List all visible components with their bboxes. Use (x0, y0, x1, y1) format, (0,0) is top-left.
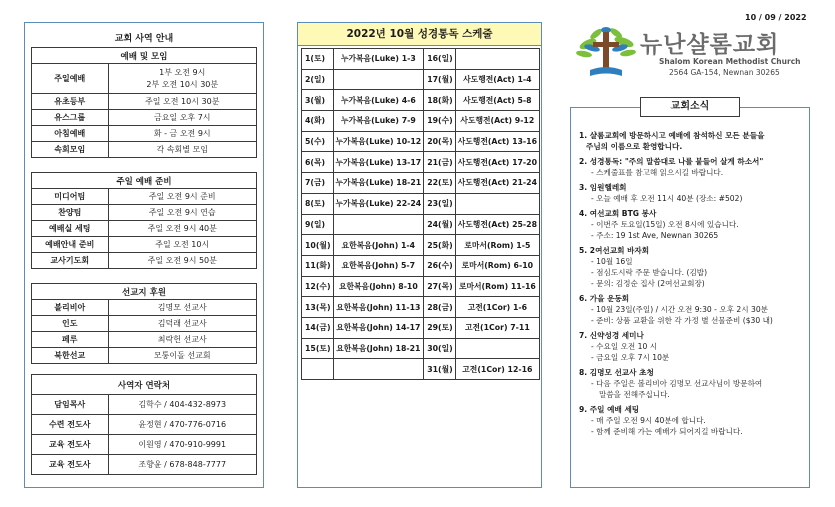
reading-cell: 누가복음(Luke) 4-6 (333, 90, 424, 111)
row-label: 볼리비아 (32, 300, 109, 316)
day-cell: 11(화) (302, 255, 334, 276)
row-value: 김명모 선교사 (108, 300, 257, 316)
news-item-line: 주님의 이름으로 환영합니다. (586, 142, 683, 151)
day-cell: 21(금) (424, 152, 456, 173)
schedule-row (302, 276, 540, 297)
service-2: 2부 오전 10시 30분 (146, 79, 219, 89)
day-cell: 16(일) (424, 49, 456, 70)
news-item (579, 404, 801, 437)
worship-prep-table (31, 172, 257, 269)
schedule-row (302, 49, 540, 70)
reading-cell: 사도행전(Act) 25-28 (455, 214, 539, 235)
row-label: 북한선교 (32, 348, 109, 364)
reading-cell: 사도행전(Act) 17-20 (455, 152, 539, 173)
schedule-row (302, 173, 540, 194)
day-cell: 10(월) (302, 235, 334, 256)
staff-contact-table (31, 374, 257, 475)
table-header: 사역자 연락처 (32, 375, 257, 395)
reading-cell: 누가복음(Luke) 10-12 (333, 131, 424, 152)
table-row (32, 205, 257, 221)
news-item-line: - 매 주일 오전 9시 40분에 합니다. (591, 416, 706, 425)
day-cell: 6(목) (302, 152, 334, 173)
schedule-row (302, 152, 540, 173)
table-row (32, 94, 257, 110)
schedule-title: 2022년 10월 성경통독 스케줄 (298, 23, 541, 46)
reading-cell (455, 193, 539, 214)
church-address: 2564 GA-154, Newnan 30265 (669, 68, 780, 77)
service-1: 1부 오전 9시 (159, 67, 206, 77)
news-item-heading: 5. 2여선교회 바자회 (579, 246, 650, 255)
day-cell: 25(화) (424, 235, 456, 256)
reading-cell: 사도행전(Act) 5-8 (455, 90, 539, 111)
church-name-english: Shalom Korean Methodist Church (659, 57, 801, 66)
table-header: 주일 예배 준비 (32, 173, 257, 189)
schedule-table (301, 48, 540, 380)
table-row (32, 64, 257, 94)
table-row (32, 110, 257, 126)
schedule-row (302, 69, 540, 90)
table-row (32, 142, 257, 158)
row-value: 주일 오전 9시 연습 (108, 205, 257, 221)
day-cell: 4(화) (302, 111, 334, 132)
table-row (32, 237, 257, 253)
table-row (32, 221, 257, 237)
row-label: 페루 (32, 332, 109, 348)
schedule-row (302, 255, 540, 276)
row-label: 교육 전도사 (32, 435, 109, 455)
table-row (32, 189, 257, 205)
day-cell: 30(일) (424, 338, 456, 359)
news-item-heading: 3. 임원헬레회 (579, 183, 627, 192)
table-header: 선교지 후원 (32, 284, 257, 300)
table-row (32, 348, 257, 364)
reading-cell: 누가복음(Luke) 22-24 (333, 193, 424, 214)
table-row (32, 316, 257, 332)
day-cell: 20(목) (424, 131, 456, 152)
schedule-row (302, 214, 540, 235)
schedule-row (302, 111, 540, 132)
news-item-line: - 금요일 오후 7시 10분 (591, 353, 670, 362)
news-item-line: - 이번주 토요일(15일) 오전 8시에 있습니다. (591, 220, 739, 229)
news-item (579, 330, 801, 363)
row-label: 예배실 세팅 (32, 221, 109, 237)
row-value: 주일 오전 10시 (108, 237, 257, 253)
reading-cell (333, 214, 424, 235)
schedule-row (302, 317, 540, 338)
news-item-heading: 2. 성경통독: "주의 말씀대로 나를 붙들어 살게 하소서" (579, 157, 764, 166)
day-cell: 18(화) (424, 90, 456, 111)
day-cell: 9(일) (302, 214, 334, 235)
table-row (32, 253, 257, 269)
row-value: 화 - 금 오전 9시 (108, 126, 257, 142)
row-value: 주일 오전 9시 50분 (108, 253, 257, 269)
day-cell: 3(월) (302, 90, 334, 111)
row-value: 조향윤 / 678-848-7777 (108, 455, 257, 475)
row-value: 이원영 / 470-910-9991 (108, 435, 257, 455)
day-cell (302, 359, 334, 380)
reading-cell: 누가복음(Luke) 1-3 (333, 49, 424, 70)
cross-tree-icon (576, 26, 638, 82)
day-cell: 12(수) (302, 276, 334, 297)
news-item-line: - 10월 16일 (591, 257, 633, 266)
row-label: 미디어팀 (32, 189, 109, 205)
day-cell: 22(토) (424, 173, 456, 194)
bulletin-date: 10 / 09 / 2022 (745, 13, 807, 22)
day-cell: 2(일) (302, 69, 334, 90)
news-item-heading: 1. 샬롬교회에 방문하시고 예배에 참석하신 모든 분들을 (579, 131, 765, 140)
schedule-row (302, 297, 540, 318)
schedule-row (302, 359, 540, 380)
day-cell: 29(토) (424, 317, 456, 338)
news-item-line: - 수요일 오전 10 시 (591, 342, 658, 351)
reading-cell: 요한복음(John) 8-10 (333, 276, 424, 297)
day-cell: 27(목) (424, 276, 456, 297)
mission-support-table (31, 283, 257, 364)
reading-cell (455, 49, 539, 70)
reading-cell: 로마서(Rom) 11-16 (455, 276, 539, 297)
reading-cell: 사도행전(Act) 21-24 (455, 173, 539, 194)
day-cell: 14(금) (302, 317, 334, 338)
day-cell: 7(금) (302, 173, 334, 194)
reading-cell: 고전(1Cor) 7-11 (455, 317, 539, 338)
news-item (579, 208, 801, 241)
reading-cell: 사도행전(Act) 9-12 (455, 111, 539, 132)
row-value: 금요일 오후 7시 (108, 110, 257, 126)
day-cell: 28(금) (424, 297, 456, 318)
row-label: 주일예배 (32, 64, 109, 94)
panel-title: 교회 사역 안내 (114, 34, 174, 44)
news-item-heading: 8. 김명모 선교사 초청 (579, 368, 654, 377)
church-name: 뉴난샬롬교회 (640, 32, 780, 58)
news-item (579, 182, 801, 204)
ministry-info-panel (24, 22, 264, 488)
church-logo (574, 26, 824, 86)
day-cell: 15(토) (302, 338, 334, 359)
reading-cell: 누가복음(Luke) 7-9 (333, 111, 424, 132)
news-item-line: - 다음 주일은 볼리비아 김명모 선교사님이 방문하여 (591, 379, 763, 388)
table-row (32, 395, 257, 415)
day-cell: 31(월) (424, 359, 456, 380)
news-item-line: - 주소: 19 1st Ave, Newnan 30265 (591, 231, 719, 240)
day-cell: 19(수) (424, 111, 456, 132)
news-item (579, 367, 801, 400)
news-item-heading: 9. 주일 예배 세팅 (579, 405, 640, 414)
row-label: 예배안내 준비 (32, 237, 109, 253)
news-item (579, 156, 801, 178)
schedule-row (302, 131, 540, 152)
reading-cell (333, 359, 424, 380)
row-label: 수련 전도사 (32, 415, 109, 435)
row-value: 윤정현 / 470-776-0716 (108, 415, 257, 435)
row-label: 교사기도회 (32, 253, 109, 269)
news-item (579, 293, 801, 326)
row-value: 김덕래 선교사 (108, 316, 257, 332)
news-item-heading: 4. 여선교회 BTG 봉사 (579, 209, 657, 218)
reading-cell: 요한복음(John) 5-7 (333, 255, 424, 276)
reading-cell: 사도행전(Act) 13-16 (455, 131, 539, 152)
day-cell: 17(월) (424, 69, 456, 90)
news-item-line: - 문의: 김정순 집사 (2여선교회장) (591, 279, 705, 288)
row-value: 주일 오전 9시 40분 (108, 221, 257, 237)
reading-cell: 누가복음(Luke) 18-21 (333, 173, 424, 194)
reading-cell: 요한복음(John) 1-4 (333, 235, 424, 256)
reading-cell: 요한복음(John) 14-17 (333, 317, 424, 338)
schedule-row (302, 90, 540, 111)
reading-cell: 고전(1Cor) 12-16 (455, 359, 539, 380)
row-value: 주일 오전 9시 준비 (108, 189, 257, 205)
day-cell: 1(토) (302, 49, 334, 70)
schedule-row (302, 235, 540, 256)
day-cell: 13(목) (302, 297, 334, 318)
day-cell: 8(토) (302, 193, 334, 214)
day-cell: 5(수) (302, 131, 334, 152)
reading-cell: 로마서(Rom) 6-10 (455, 255, 539, 276)
row-label: 담임목사 (32, 395, 109, 415)
row-label: 찬양팀 (32, 205, 109, 221)
worship-table (31, 47, 257, 158)
news-item-line: 말씀을 전해주십니다. (599, 390, 670, 399)
news-item-heading: 7. 신약성경 세미나 (579, 331, 644, 340)
bible-reading-schedule-panel (297, 22, 542, 488)
table-row (32, 300, 257, 316)
news-item-line: - 오늘 예배 후 오전 11시 40분 (장소: #502) (591, 194, 743, 203)
row-value: 주일 오전 10시 30분 (108, 94, 257, 110)
day-cell: 26(수) (424, 255, 456, 276)
row-value: 모퉁이돌 선교회 (108, 348, 257, 364)
table-row (32, 332, 257, 348)
news-item-line: - 준비: 상품 교환을 위한 각 가정 별 선물준비 ($30 내) (591, 316, 773, 325)
table-header: 예배 및 모임 (32, 48, 257, 64)
table-row (32, 415, 257, 435)
row-label: 유스그룹 (32, 110, 109, 126)
reading-cell: 사도행전(Act) 1-4 (455, 69, 539, 90)
reading-cell: 요한복음(John) 18-21 (333, 338, 424, 359)
table-row (32, 435, 257, 455)
reading-cell (455, 338, 539, 359)
table-row (32, 455, 257, 475)
schedule-row (302, 338, 540, 359)
news-item-line: - 스케줄표를 참고해 읽으시길 바랍니다. (591, 168, 724, 177)
news-item (579, 245, 801, 289)
table-row (32, 126, 257, 142)
row-value: 김학수 / 404-432-8973 (108, 395, 257, 415)
row-label: 속회모임 (32, 142, 109, 158)
row-value: 각 속회별 모임 (108, 142, 257, 158)
row-label: 아침예배 (32, 126, 109, 142)
news-title: 교회소식 (640, 97, 740, 117)
reading-cell: 로마서(Rom) 1-5 (455, 235, 539, 256)
news-item-line: - 함께 준비해 가는 예배가 되어지길 바랍니다. (591, 427, 743, 436)
reading-cell: 누가복음(Luke) 13-17 (333, 152, 424, 173)
row-label: 교육 전도사 (32, 455, 109, 475)
day-cell: 24(월) (424, 214, 456, 235)
news-item-line: - 10월 23일(주일) / 시간 오전 9:30 - 오후 2시 30분 (591, 305, 768, 314)
reading-cell: 고전(1Cor) 1-6 (455, 297, 539, 318)
news-item (579, 130, 801, 152)
church-news-panel (570, 107, 810, 488)
row-value (108, 64, 257, 94)
schedule-row (302, 193, 540, 214)
reading-cell: 요한복음(John) 11-13 (333, 297, 424, 318)
news-item-heading: 6. 가을 운동회 (579, 294, 630, 303)
row-label: 유초등부 (32, 94, 109, 110)
row-label: 인도 (32, 316, 109, 332)
news-list (579, 130, 801, 437)
day-cell: 23(일) (424, 193, 456, 214)
reading-cell (333, 69, 424, 90)
row-value: 최락헌 선교사 (108, 332, 257, 348)
news-item-line: - 점심도시락 주문 받습니다. (김밥) (591, 268, 708, 277)
